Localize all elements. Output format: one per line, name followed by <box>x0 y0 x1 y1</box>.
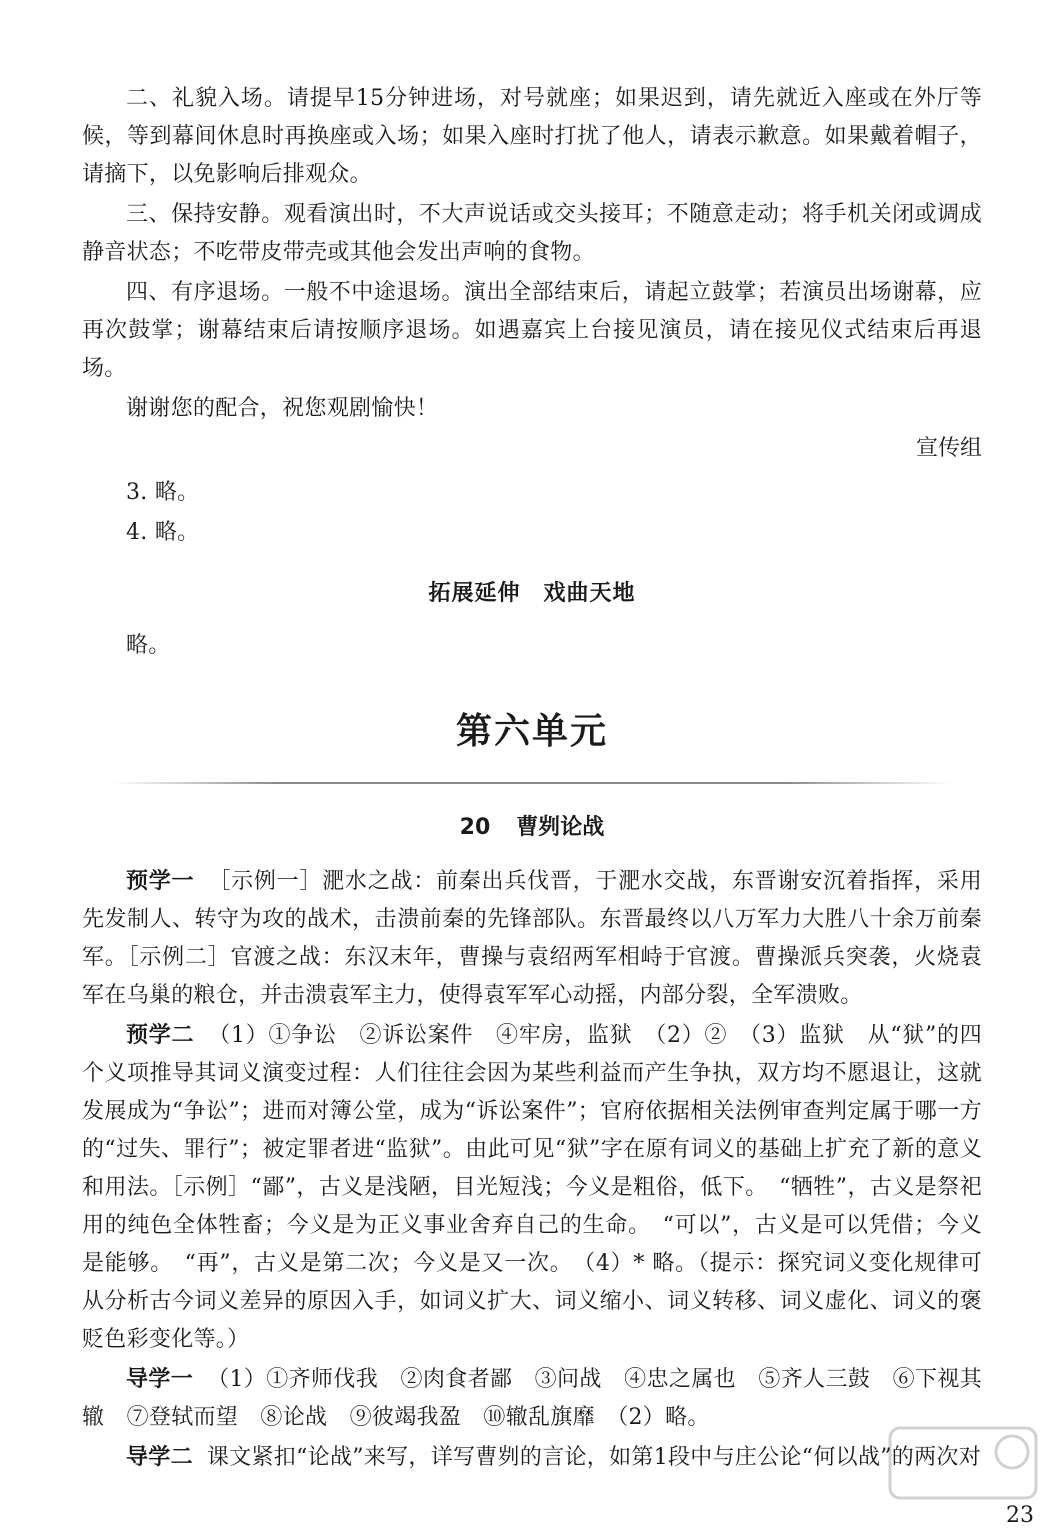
page-number: 23 <box>1006 1503 1034 1528</box>
section-daoxue-1 <box>82 1361 982 1437</box>
section-yuxue-2 <box>82 1017 982 1359</box>
unit-title: 第六单元 <box>455 711 608 752</box>
lesson-number: 20 <box>459 815 491 840</box>
notice-paragraph-4: 四、有序退场。一般不中途退场。演出全部结束后，请起立鼓掌；若演员出场谢幕，应再次鼓掌；谢幕结束后请按顺序退场。如遇嘉宾上台接见演员，请在接见仪式结束后再退场。 <box>82 280 982 381</box>
section-text: （1）①争讼 ②诉讼案件 ④牢房，监狱 （2）② （3）监狱 从“狱”的四个义项推导其词义演变过程：人们往往会因为某些利益而产生争执，双方均不愿退让，这就发展成为“争讼”；进而对簿公堂，成为“诉讼案件”；官府依据相关法例审查判定属于哪一方的“过失、罪行”；被定罪者进“监狱”。由此可见“狱”字在原有词义的基础上扩充了新的意义和用法。［示例］“鄙”，古义是浅陋，目光短浅；今义是粗俗，低下。 “牺牲”，古义是祭祀用的纯色全体牲畜；今义是为正义事业舍弃自己的生命。 “可以”，古义是可以凭借；今义是能够。 “再”，古义是第二次；今义是又一次。 （4）* 略。（提示：探究词义变化规律可从分析古今词义差异的原因入手，如词义扩大、词义缩小、词义转移、词义虚化、词义的褒贬色彩变化等。） <box>82 1023 982 1352</box>
section-label: 预学一 <box>126 869 195 894</box>
notice-thanks: 谢谢您的配合，祝您观剧愉快！ <box>126 396 439 421</box>
section-label: 导学一 <box>126 1367 194 1392</box>
section-yuxue-1 <box>82 863 982 1015</box>
extension-answer: 略。 <box>126 633 171 658</box>
answer-item-3: 3. 略。 <box>126 480 200 505</box>
section-label: 导学二 <box>126 1445 193 1470</box>
notice-paragraph-2: 二、礼貌入场。请提早15分钟进场，对号就座；如果迟到，请先就近入座或在外厅等候，等到幕间休息时再换座或入场；如果入座时打扰了他人，请表示歉意。如果戴着帽子，请摘下，以免影响后排观众。 <box>82 86 982 187</box>
section-label: 预学二 <box>126 1023 195 1048</box>
answer-item-4: 4. 略。 <box>126 520 200 545</box>
section-daoxue-2 <box>82 1439 982 1477</box>
lesson-title: 曹刿论战 <box>516 815 605 840</box>
page-content <box>82 80 982 1479</box>
section-text: 课文紧扣“论战”来写，详写曹刿的言论，如第1段中与庄公论“何以战”的两次对 <box>206 1445 981 1470</box>
unit-divider <box>112 782 952 784</box>
notice-signature: 宣传组 <box>915 436 982 461</box>
notice-paragraph-3: 三、保持安静。观看演出时，不大声说话或交头接耳；不随意走动；将手机关闭或调成静音状态；不吃带皮带壳或其他会发出声响的食物。 <box>82 202 982 265</box>
section-text: （1）①齐师伐我 ②肉食者鄙 ③问战 ④忠之属也 ⑤齐人三鼓 ⑥下视其辙 ⑦登轼而望 ⑧论战 ⑨彼竭我盈 ⑩辙乱旗靡 （2）略。 <box>82 1367 983 1430</box>
watermark-logo-icon <box>888 1426 1038 1500</box>
section-text: ［示例一］淝水之战：前秦出兵伐晋，于淝水交战，东晋谢安沉着指挥，采用先发制人、转守为攻的战术，击溃前秦的先锋部队。东晋最终以八万军力大胜八十余万前秦军。［示例二］官渡之战：东汉末年，曹操与袁绍两军相峙于官渡。曹操派兵突袭，火烧袁军在乌巢的粮仓，并击溃袁军主力，使得袁军军心动摇，内部分裂，全军溃败。 <box>82 869 982 1008</box>
lesson-heading <box>82 810 982 841</box>
extension-title: 拓展延伸 戏曲天地 <box>428 581 636 606</box>
